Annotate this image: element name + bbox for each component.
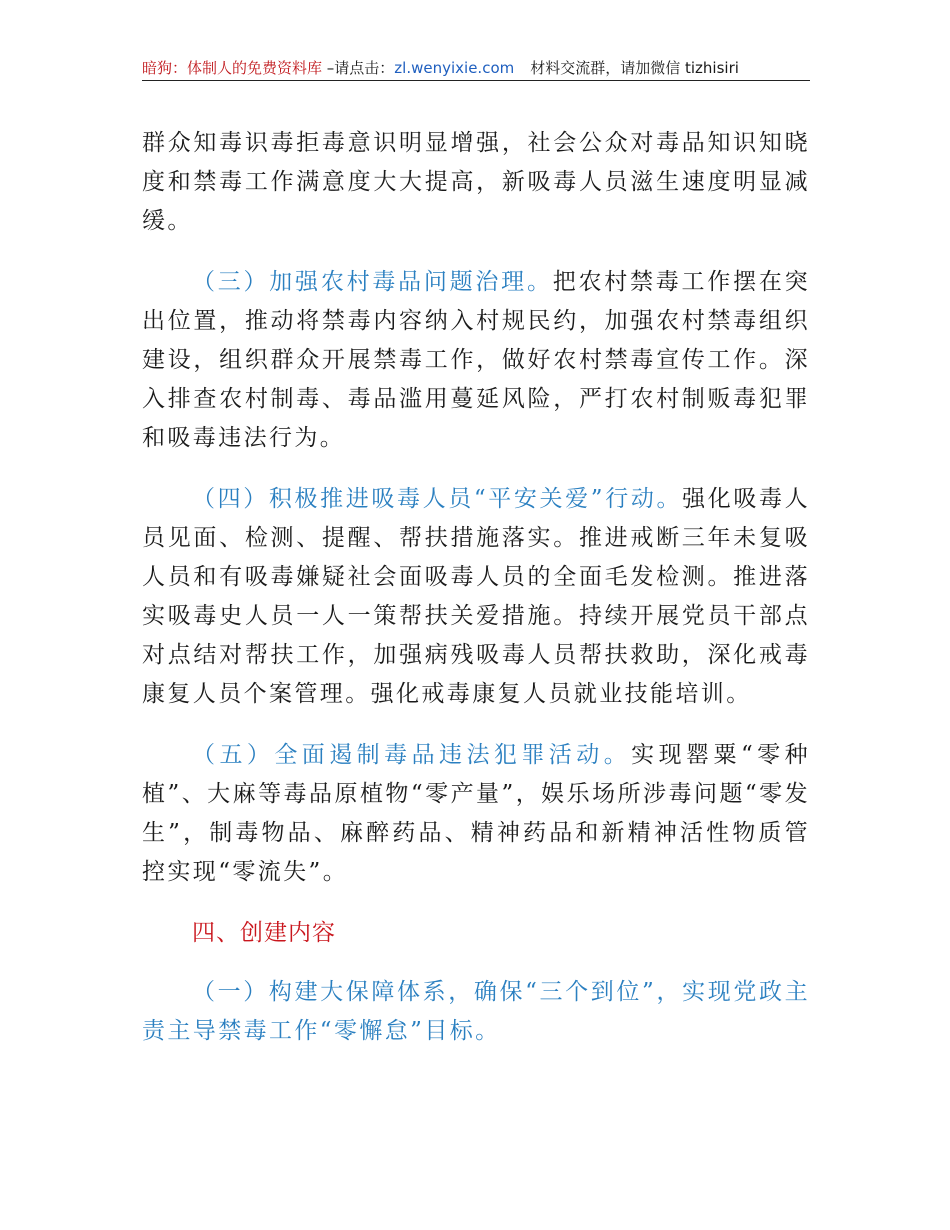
header-contact: 材料交流群，请加微信 tizhisiri <box>530 59 739 77</box>
section-heading: 四、创建内容 <box>192 920 336 946</box>
header-link[interactable]: zl.wenyixie.com <box>394 59 515 77</box>
paragraph-rural-governance <box>142 263 810 458</box>
page-header <box>142 56 810 81</box>
subheading-rural-governance: （三）加强农村毒品问题治理。 <box>192 269 553 295</box>
subheading-guarantee-system: （一）构建大保障体系，确保“三个到位”，实现党政主责主导禁毒工作“零懈怠”目标。 <box>142 979 810 1044</box>
subheading-care-action: （四）积极推进吸毒人员“平安关爱”行动。 <box>192 486 683 512</box>
paragraph-care-action <box>142 480 810 714</box>
document-body <box>142 124 810 1051</box>
header-prompt: –请点击： <box>322 59 395 77</box>
paragraph-body: 实现罂粟“零种植”、大麻等毒品原植物“零产量”，娱乐场所涉毒问题“零发生”，制毒物品、麻醉药品、精神药品和新精神活性物质管控实现“零流失”。 <box>142 742 810 885</box>
paragraph-continuation: 群众知毒识毒拒毒意识明显增强，社会公众对毒品知识知晓度和禁毒工作满意度大大提高，新吸毒人员滋生速度明显减缓。 <box>142 130 810 234</box>
paragraph-body: 把农村禁毒工作摆在突出位置，推动将禁毒内容纳入村规民约，加强农村禁毒组织建设，组织群众开展禁毒工作，做好农村禁毒宣传工作。深入排查农村制毒、毒品滥用蔓延风险，严打农村制贩毒犯罪和吸毒违法行为。 <box>142 269 811 451</box>
paragraph-body: 强化吸毒人员见面、检测、提醒、帮扶措施落实。推进戒断三年未复吸人员和有吸毒嫌疑社会面吸毒人员的全面毛发检测。推进落实吸毒史人员一人一策帮扶关爱措施。持续开展党员干部点对点结对帮扶工作，加强病残吸毒人员帮扶救助，深化戒毒康复人员个案管理。强化戒毒康复人员就业技能培训。 <box>142 486 810 707</box>
subheading-crime-control: （五）全面遏制毒品违法犯罪活动。 <box>192 742 632 768</box>
paragraph-crime-control <box>142 736 810 892</box>
header-brand: 暗狗：体制人的免费资料库 <box>142 59 323 77</box>
